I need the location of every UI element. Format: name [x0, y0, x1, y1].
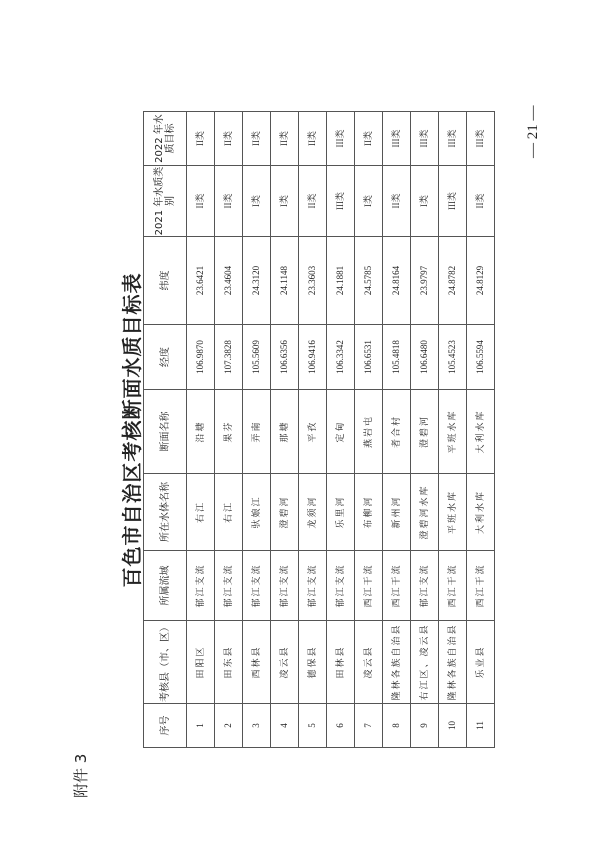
table-cell: 凌云县 — [271, 621, 299, 704]
attachment-label: 附件 3 — [72, 753, 90, 798]
table-cell: 田东县 — [215, 621, 243, 704]
table-cell: 23.3603 — [299, 237, 327, 325]
table-cell: 德保县 — [299, 621, 327, 704]
table-cell: 乐里河 — [327, 474, 355, 551]
table-cell: 郁江支流 — [187, 551, 215, 621]
table-row — [243, 112, 271, 748]
table-cell: 106.6531 — [355, 325, 383, 390]
table-cell: 澄碧河 — [271, 474, 299, 551]
table-cell: 果芬 — [215, 390, 243, 474]
table-row — [383, 112, 411, 748]
table-cell: 24.5785 — [355, 237, 383, 325]
table-cell: 者合村 — [383, 390, 411, 474]
table-cell: II类 — [383, 166, 411, 237]
table-row — [271, 112, 299, 748]
table-cell: 西江干流 — [439, 551, 467, 621]
table-cell: 右江 — [187, 474, 215, 551]
table-cell: I类 — [355, 166, 383, 237]
table-cell: 郁江支流 — [243, 551, 271, 621]
table-cell: I类 — [411, 166, 439, 237]
table-cell: 5 — [299, 704, 327, 748]
table-cell: II类 — [215, 166, 243, 237]
table-cell: I类 — [243, 166, 271, 237]
table-cell: 燕岩屯 — [355, 390, 383, 474]
table-cell: 定甸 — [327, 390, 355, 474]
table-row — [355, 112, 383, 748]
table-cell: III类 — [411, 112, 439, 166]
table-cell: 驮娘江 — [243, 474, 271, 551]
table-cell: 6 — [327, 704, 355, 748]
table-cell: II类 — [355, 112, 383, 166]
column-header: 2022 年水质目标 — [144, 112, 187, 166]
table-cell: III类 — [327, 112, 355, 166]
table-cell: 西江干流 — [355, 551, 383, 621]
page-title: 百色市自治区考核断面水质目标表 — [122, 272, 144, 588]
table-cell: 凌云县 — [355, 621, 383, 704]
table-cell: II类 — [187, 112, 215, 166]
table-cell: III类 — [327, 166, 355, 237]
table-cell: 105.4818 — [383, 325, 411, 390]
table-cell: 10 — [439, 704, 467, 748]
table-cell: 24.8782 — [439, 237, 467, 325]
table-cell: 3 — [243, 704, 271, 748]
table-cell: 郁江支流 — [215, 551, 243, 621]
table-row — [439, 112, 467, 748]
table-cell: II类 — [467, 166, 495, 237]
table-cell: 隆林各族自治县 — [383, 621, 411, 704]
table-cell: 西林县 — [243, 621, 271, 704]
table-row — [299, 112, 327, 748]
table-cell: 23.4604 — [215, 237, 243, 325]
table-cell: 澄碧河水库 — [411, 474, 439, 551]
table-cell: 乐业县 — [467, 621, 495, 704]
table-cell: 23.6421 — [187, 237, 215, 325]
table-cell: 沿塘 — [187, 390, 215, 474]
table-cell: 106.3342 — [327, 325, 355, 390]
table-cell: 右江 — [215, 474, 243, 551]
table-cell: 106.6356 — [271, 325, 299, 390]
column-header: 纬度 — [144, 237, 187, 325]
table-cell: III类 — [439, 166, 467, 237]
table-cell: 西江干流 — [467, 551, 495, 621]
table-cell: 106.9870 — [187, 325, 215, 390]
table-cell: I类 — [271, 166, 299, 237]
table-cell: 平班水库 — [439, 390, 467, 474]
table-cell: 田阳区 — [187, 621, 215, 704]
table-cell: 24.8164 — [383, 237, 411, 325]
table-header-row — [144, 112, 187, 748]
table-cell: 平孜 — [299, 390, 327, 474]
table-cell: 田林县 — [327, 621, 355, 704]
table-cell: 24.3120 — [243, 237, 271, 325]
table-cell: 2 — [215, 704, 243, 748]
table-cell: 23.9797 — [411, 237, 439, 325]
table-cell: 7 — [355, 704, 383, 748]
table-cell: II类 — [243, 112, 271, 166]
table-row — [411, 112, 439, 748]
table-cell: III类 — [439, 112, 467, 166]
column-header: 序号 — [144, 704, 187, 748]
table-cell: II类 — [215, 112, 243, 166]
table-cell: 106.5594 — [467, 325, 495, 390]
table-cell: 弄南 — [243, 390, 271, 474]
table-cell: 郁江支流 — [327, 551, 355, 621]
table-cell: 106.9416 — [299, 325, 327, 390]
table-cell: 4 — [271, 704, 299, 748]
table-cell: 西江干流 — [383, 551, 411, 621]
table-cell: II类 — [299, 166, 327, 237]
table-cell: 澄碧河 — [411, 390, 439, 474]
column-header: 所属流域 — [144, 551, 187, 621]
table-cell: 106.6480 — [411, 325, 439, 390]
table-cell: 龙须河 — [299, 474, 327, 551]
table-cell: 9 — [411, 704, 439, 748]
table-cell: 105.5609 — [243, 325, 271, 390]
table-cell: 郁江支流 — [271, 551, 299, 621]
table-row — [215, 112, 243, 748]
table-cell: 那塘 — [271, 390, 299, 474]
table-cell: 新州河 — [383, 474, 411, 551]
table-cell: 布柳河 — [355, 474, 383, 551]
column-header: 经度 — [144, 325, 187, 390]
table-cell: 大利水库 — [467, 390, 495, 474]
table-cell: 隆林各族自治县 — [439, 621, 467, 704]
column-header: 所在水体名称 — [144, 474, 187, 551]
table-cell: III类 — [383, 112, 411, 166]
table-cell: 24.8129 — [467, 237, 495, 325]
table-cell: 107.3828 — [215, 325, 243, 390]
table-cell: 大利水库 — [467, 474, 495, 551]
table-cell: 平班水库 — [439, 474, 467, 551]
table-cell: 11 — [467, 704, 495, 748]
table-cell: II类 — [299, 112, 327, 166]
table-cell: III类 — [467, 112, 495, 166]
table-cell: 24.1148 — [271, 237, 299, 325]
table-cell: 8 — [383, 704, 411, 748]
table-cell: 郁江支流 — [299, 551, 327, 621]
column-header: 断面名称 — [144, 390, 187, 474]
table-row — [467, 112, 495, 748]
table-row — [327, 112, 355, 748]
table-cell: 24.1881 — [327, 237, 355, 325]
table-cell: 1 — [187, 704, 215, 748]
table-cell: 105.4523 — [439, 325, 467, 390]
water-quality-table — [143, 111, 495, 748]
column-header: 考核县（市、区） — [144, 621, 187, 704]
table-cell: 郁江支流 — [411, 551, 439, 621]
column-header: 2021 年水质类别 — [144, 166, 187, 237]
page-number: — 21 — — [525, 105, 541, 158]
table-row — [187, 112, 215, 748]
table-cell: II类 — [271, 112, 299, 166]
table-cell: II类 — [187, 166, 215, 237]
table-cell: 右江区、凌云县 — [411, 621, 439, 704]
